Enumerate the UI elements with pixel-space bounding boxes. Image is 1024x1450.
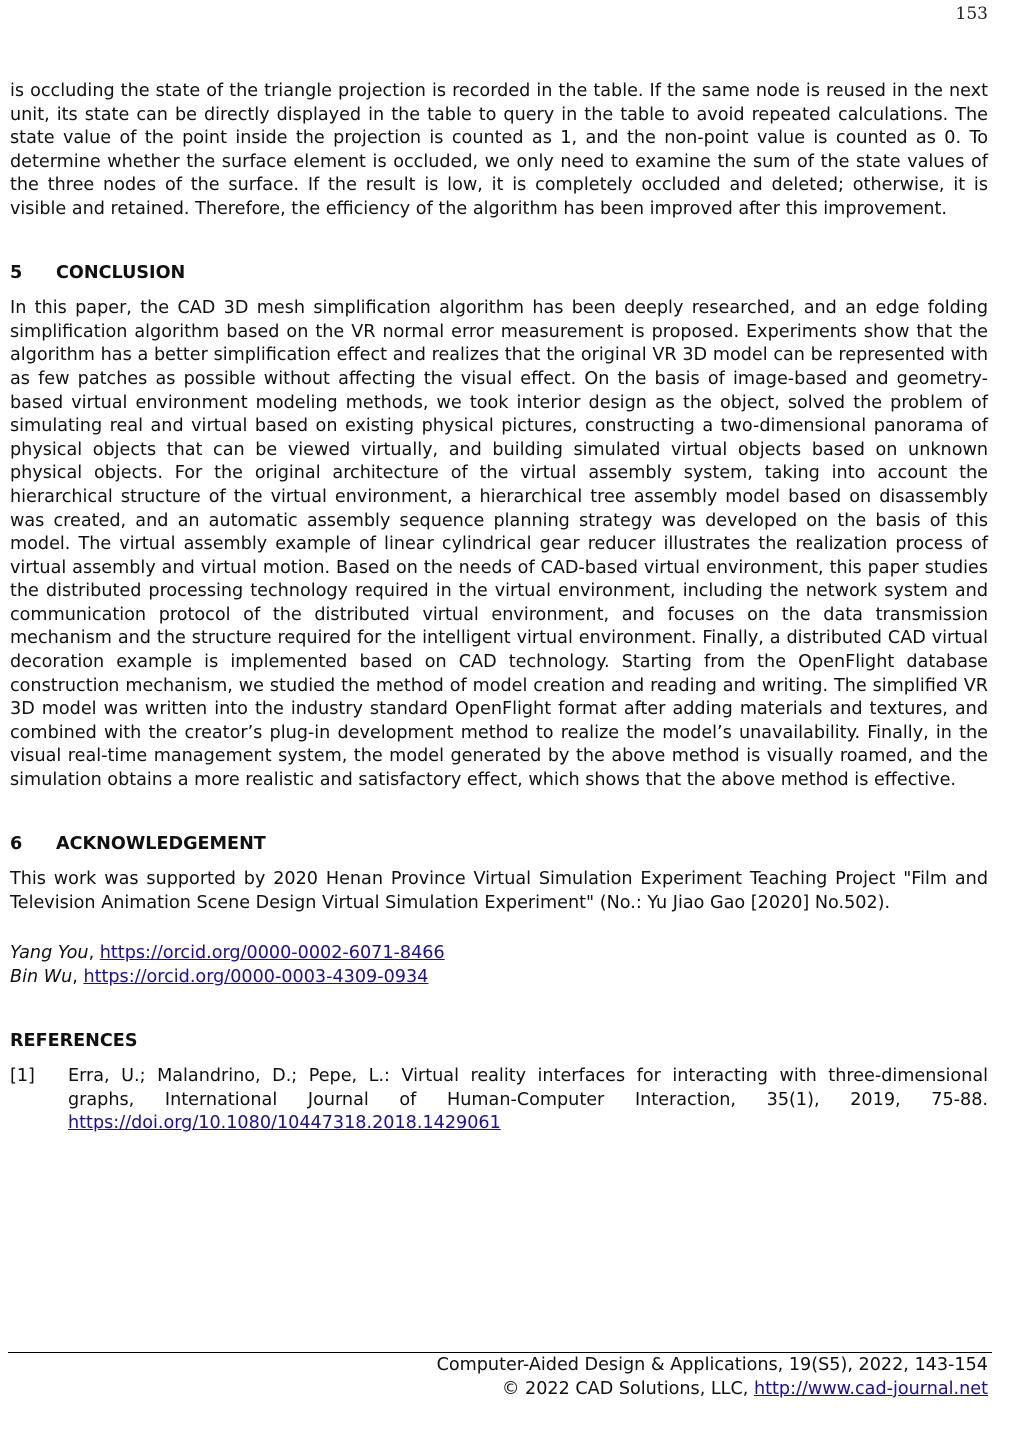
author-entry: Yang You, https://orcid.org/0000-0002-6071-8466 xyxy=(10,943,445,964)
conclusion-heading xyxy=(10,262,988,286)
references-heading: REFERENCES xyxy=(10,1030,138,1051)
orcid-link[interactable]: https://orcid.org/0000-0003-4309-0934 xyxy=(83,967,429,987)
section-number: 6 xyxy=(10,833,23,854)
reference-doi-link[interactable]: https://doi.org/10.1080/10447318.2018.1429061 xyxy=(68,1113,501,1134)
acknowledgement-heading xyxy=(10,833,988,857)
reference-item xyxy=(10,1065,988,1136)
page-number: 153 xyxy=(955,4,988,24)
section-title: ACKNOWLEDGEMENT xyxy=(56,833,266,854)
footer-copyright-line xyxy=(437,1378,988,1402)
conclusion-paragraph: In this paper, the CAD 3D mesh simplification algorithm has been deeply researched, and an edge folding simplification algorithm based on the VR normal error measurement is proposed. Experiments show that the algorithm has a better simplification effect and realizes that the original VR 3D model can be represented with as few patches as possible without affecting the visual effect. On the basis of image-based and geometry-based virtual environment modeling methods, we took interior design as the object, solved the problem of simulating real and virtual based on existing physical pictures, constructing a two-dimensional panorama of physical objects that can be viewed virtually, and building simulated virtual objects based on unknown physical objects. For the original architecture of the virtual assembly system, taking into account the hierarchical structure of the virtual environment, a hierarchical tree assembly model based on disassembly was created, and an automatic assembly sequence planning strategy was developed on the basis of this model. The virtual assembly example of linear cylindrical gear reducer illustrates the realization process of virtual assembly and virtual motion. Based on the needs of CAD-based virtual environment, this paper studies the distributed processing technology required in the virtual environment, including the network system and communication protocol of the distributed virtual environment, and focuses on the data transmission mechanism and the structure required for the intelligent virtual environment. Finally, a distributed CAD virtual decoration example is implemented based on CAD technology. Starting from the OpenFlight database construction mechanism, we studied the method of model creation and reading and writing. The simplified VR 3D model was written into the industry standard OpenFlight format after adding materials and textures, and combined with the creator’s plug-in development method to realize the model’s unavailability. Finally, in the visual real-time management system, the model generated by the above method is visually roamed, and the simulation obtains a more realistic and satisfactory effect, which shows that the above method is effective. xyxy=(10,298,988,791)
author-entry: Bin Wu, https://orcid.org/0000-0003-4309-0934 xyxy=(10,967,429,987)
page-footer xyxy=(437,1354,988,1401)
orcid-link[interactable]: https://orcid.org/0000-0002-6071-8466 xyxy=(99,943,445,964)
footer-journal: Computer-Aided Design & Applications, 19(S5), 2022, 143-154 xyxy=(436,1355,988,1375)
footer-journal-link[interactable]: http://www.cad-journal.net xyxy=(753,1378,988,1399)
section-title: CONCLUSION xyxy=(56,262,186,283)
reference-citation: Erra, U.; Malandrino, D.; Pepe, L.: Virtual reality interfaces for interacting with three-dimensional graphs, International Journal of Human‑Computer Interaction, 35(1), 2019, 75-88. xyxy=(68,1066,988,1110)
author-name: Yang You xyxy=(10,943,89,964)
reference-label: [1] xyxy=(10,1066,35,1087)
acknowledgement-paragraph: This work was supported by 2020 Henan Province Virtual Simulation Experiment Teaching Project "Film and Television Animation Scene Design Virtual Simulation Experiment" (No.: Yu Jiao Gao [2020] No.502). xyxy=(10,869,988,913)
section-number: 5 xyxy=(10,262,23,283)
main-content xyxy=(10,80,988,1136)
footer-copyright: © 2022 CAD Solutions, LLC, xyxy=(501,1378,749,1399)
intro-paragraph: is occluding the state of the triangle projection is recorded in the table. If the same node is reused in the next unit, its state can be directly displayed in the table to query in the table to avoid repeated calculations. The state value of the point inside the projection is counted as 1, and the non-point value is counted as 0. To determine whether the surface element is occluded, we only need to examine the sum of the state values of the three nodes of the surface. If the result is low, it is completely occluded and deleted; otherwise, it is visible and retained. Therefore, the efficiency of the algorithm has been improved after this improvement. xyxy=(10,81,988,219)
footer-divider xyxy=(8,1352,992,1353)
author-list xyxy=(10,942,988,989)
reference-text xyxy=(68,1065,988,1136)
author-name: Bin Wu xyxy=(10,967,73,987)
